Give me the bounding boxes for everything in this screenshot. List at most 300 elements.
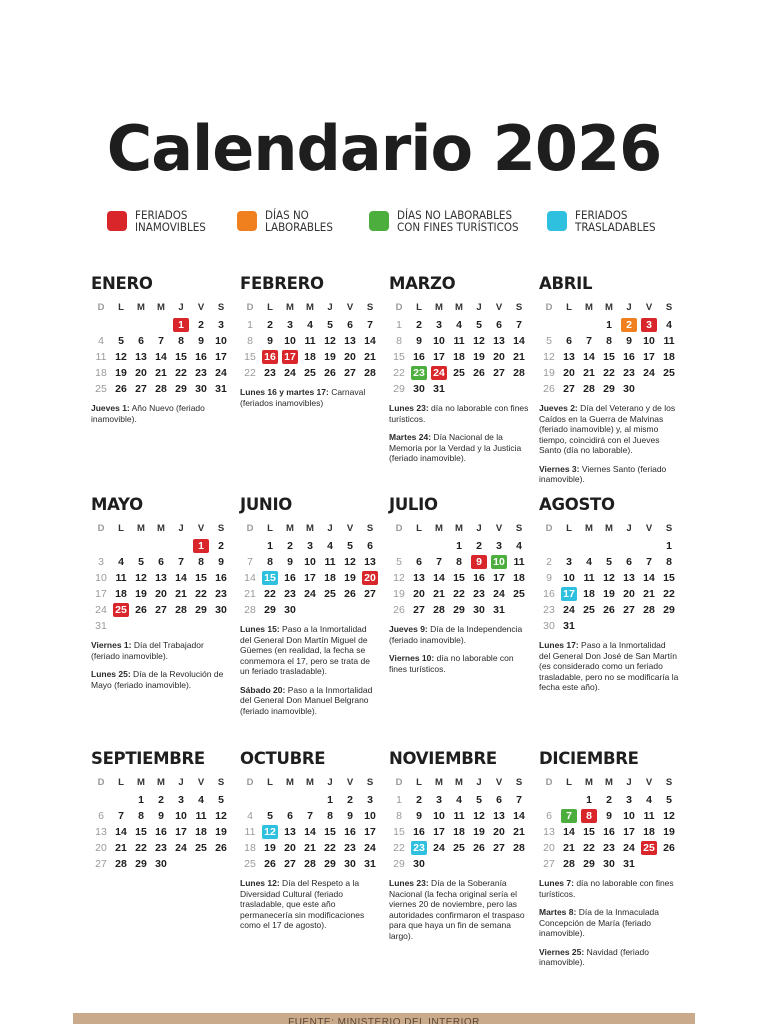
weekday-label: V — [495, 302, 503, 313]
weekday-label: V — [346, 523, 354, 534]
day-cell: 20 — [563, 367, 575, 379]
day-cell: 16 — [413, 826, 425, 838]
day-cell: 17 — [175, 826, 187, 838]
day-cell: 10 — [284, 335, 296, 347]
day-cell: 14 — [563, 826, 575, 838]
empty-cell — [240, 792, 260, 808]
day-cell: 21 — [175, 588, 187, 600]
weekday-label: J — [178, 523, 184, 534]
day-cell: 13 — [284, 826, 296, 838]
month-name: ABRIL — [539, 274, 593, 293]
day-cell: 27 — [413, 604, 425, 616]
day-cell: 1 — [247, 319, 253, 331]
day-cell: 28 — [583, 383, 595, 395]
day-cell: 10 — [175, 810, 187, 822]
holiday-note-text: Viernes Santo (feriado inamovible). — [539, 463, 667, 484]
day-cell: 19 — [215, 826, 227, 838]
empty-cell — [409, 538, 429, 554]
day-cell: 4 — [456, 319, 462, 331]
holiday-note — [539, 464, 679, 485]
weekday-header — [240, 773, 380, 792]
day-cell: 30 — [603, 858, 615, 870]
legend-label: DÍAS NO LABORABLES CON FINES TURÍSTICOS — [397, 208, 519, 234]
day-cell: 11 — [453, 810, 465, 822]
day-cell: 21 — [244, 588, 256, 600]
day-cell: 25 — [513, 588, 525, 600]
day-cell: 3 — [307, 540, 313, 552]
day-cell: 29 — [195, 604, 207, 616]
day-cell: 23 — [344, 842, 356, 854]
weekday-label: V — [645, 777, 653, 788]
day-cell: 16 — [543, 588, 555, 600]
holiday-note-date: Lunes 23: — [389, 403, 429, 413]
day-cell: 12 — [543, 351, 555, 363]
weekday-header — [240, 298, 380, 317]
month-name: AGOSTO — [539, 495, 615, 514]
weekday-label: M — [455, 523, 463, 534]
day-cell: 29 — [663, 604, 675, 616]
day-cell: 23 — [215, 588, 227, 600]
day-cell: 13 — [364, 556, 376, 568]
day-cell: 11 — [95, 351, 107, 363]
day-cell: 10 — [364, 810, 376, 822]
day-cell: 7 — [307, 810, 313, 822]
day-cell: 30 — [344, 858, 356, 870]
day-cell: 22 — [393, 842, 405, 854]
holiday-note-text: Día de la Soberanía Nacional (la fecha original sería el viernes 20 de noviembre, pero las autoridades confirmaron el traspaso para que haya un fin de semana largo). — [389, 878, 525, 941]
day-cell: 3 — [566, 556, 572, 568]
day-cell: 6 — [367, 540, 373, 552]
day-cell: 28 — [304, 858, 316, 870]
day-cell: 24 — [623, 842, 635, 854]
day-cell: 8 — [666, 556, 672, 568]
day-cell: 8 — [138, 810, 144, 822]
weekday-label: D — [246, 777, 254, 788]
weekday-label: M — [306, 523, 314, 534]
weekday-header — [389, 773, 529, 792]
day-cell: 13 — [95, 826, 107, 838]
day-cell: 2 — [267, 319, 273, 331]
day-cell: 2 — [158, 794, 164, 806]
weekday-label: S — [217, 523, 225, 534]
day-cell: 26 — [344, 588, 356, 600]
day-cell-holiday: 12 — [262, 825, 278, 839]
day-cell: 20 — [344, 351, 356, 363]
holiday-notes — [539, 403, 679, 485]
day-cell: 28 — [643, 604, 655, 616]
day-cell-holiday: 7 — [561, 809, 577, 823]
weekday-label: D — [395, 523, 403, 534]
day-cell: 25 — [304, 367, 316, 379]
weekday-label: M — [157, 302, 165, 313]
day-cell: 29 — [175, 383, 187, 395]
holiday-note-date: Lunes 25: — [91, 669, 131, 679]
day-cell: 12 — [215, 810, 227, 822]
holiday-note-text: día no laborable con fines turísticos. — [539, 878, 674, 899]
day-cell: 24 — [175, 842, 187, 854]
empty-cell — [91, 538, 111, 554]
weekday-label: V — [346, 777, 354, 788]
weekday-label: V — [197, 777, 205, 788]
holiday-note — [389, 624, 529, 645]
legend-item-turisticos — [369, 209, 537, 233]
empty-cell — [111, 792, 131, 808]
holiday-note-date: Jueves 9: — [389, 624, 428, 634]
month-name: MARZO — [389, 274, 456, 293]
day-cell: 13 — [493, 810, 505, 822]
month-name: ENERO — [91, 274, 153, 293]
day-cell: 2 — [347, 794, 353, 806]
day-cell: 18 — [453, 351, 465, 363]
day-cell: 14 — [304, 826, 316, 838]
day-cell: 9 — [198, 335, 204, 347]
weekday-label: M — [435, 777, 443, 788]
day-cell: 27 — [135, 383, 147, 395]
day-cell: 12 — [344, 556, 356, 568]
day-cell: 29 — [264, 604, 276, 616]
weekday-label: M — [157, 523, 165, 534]
weekday-label: S — [366, 777, 374, 788]
weekday-label: M — [605, 523, 613, 534]
day-cell: 19 — [603, 588, 615, 600]
day-cell: 11 — [195, 810, 207, 822]
holiday-note-text: día no laborable con fines turísticos. — [389, 653, 514, 674]
day-cell-holiday: 20 — [362, 571, 378, 585]
day-cell: 20 — [413, 588, 425, 600]
weekday-label: M — [435, 302, 443, 313]
day-cell: 28 — [175, 604, 187, 616]
day-cell: 26 — [663, 842, 675, 854]
day-cell: 3 — [496, 540, 502, 552]
month-name: MAYO — [91, 495, 143, 514]
day-cell: 20 — [493, 351, 505, 363]
weekday-label: D — [545, 523, 553, 534]
day-cell: 1 — [586, 794, 592, 806]
day-cell-holiday: 9 — [471, 555, 487, 569]
day-cell: 31 — [215, 383, 227, 395]
weekday-label: S — [366, 523, 374, 534]
day-cell: 23 — [195, 367, 207, 379]
holiday-note-text: Paso a la Inmortalidad del General Don Manuel Belgrano (feriado inamovible). — [240, 684, 373, 716]
month-agosto — [539, 495, 679, 701]
days-grid — [240, 538, 380, 618]
day-cell: 3 — [287, 319, 293, 331]
day-cell: 21 — [513, 826, 525, 838]
weekday-label: M — [286, 302, 294, 313]
weekday-header — [539, 773, 679, 792]
weekday-label: D — [246, 523, 254, 534]
day-cell: 13 — [623, 572, 635, 584]
day-cell: 14 — [115, 826, 127, 838]
weekday-label: S — [515, 777, 523, 788]
day-cell: 23 — [155, 842, 167, 854]
day-cell: 19 — [663, 826, 675, 838]
day-cell: 9 — [546, 572, 552, 584]
day-cell: 4 — [98, 335, 104, 347]
days-grid — [91, 317, 231, 397]
day-cell: 1 — [606, 319, 612, 331]
day-cell: 4 — [456, 794, 462, 806]
day-cell: 25 — [195, 842, 207, 854]
empty-cell — [559, 538, 579, 554]
day-cell: 20 — [543, 842, 555, 854]
day-cell-holiday: 25 — [113, 603, 129, 617]
day-cell: 14 — [175, 572, 187, 584]
day-cell: 11 — [663, 335, 675, 347]
day-cell: 28 — [433, 604, 445, 616]
day-cell-holiday: 17 — [561, 587, 577, 601]
day-cell: 29 — [393, 858, 405, 870]
weekday-header — [91, 298, 231, 317]
day-cell: 1 — [456, 540, 462, 552]
days-grid — [389, 538, 529, 618]
day-cell: 29 — [135, 858, 147, 870]
day-cell-holiday: 3 — [641, 318, 657, 332]
day-cell: 12 — [324, 335, 336, 347]
holiday-note-text: Carnaval (feriados inamovibles) — [240, 387, 366, 408]
weekday-label: J — [626, 302, 632, 313]
weekday-label: J — [626, 777, 632, 788]
month-name: FEBRERO — [240, 274, 324, 293]
day-cell: 15 — [663, 572, 675, 584]
month-marzo — [389, 274, 529, 472]
day-cell: 13 — [344, 335, 356, 347]
day-cell-holiday: 16 — [262, 350, 278, 364]
day-cell: 26 — [135, 604, 147, 616]
day-cell: 14 — [364, 335, 376, 347]
holiday-note-date: Lunes 7: — [539, 878, 574, 888]
weekday-label: D — [97, 302, 105, 313]
weekday-label: S — [366, 302, 374, 313]
empty-cell — [429, 538, 449, 554]
weekday-label: M — [286, 777, 294, 788]
day-cell: 13 — [543, 826, 555, 838]
day-cell: 5 — [327, 319, 333, 331]
weekday-header — [91, 519, 231, 538]
day-cell: 18 — [115, 588, 127, 600]
empty-cell — [171, 538, 191, 554]
day-cell: 8 — [456, 556, 462, 568]
day-cell: 21 — [433, 588, 445, 600]
weekday-label: M — [455, 777, 463, 788]
weekday-label: D — [246, 302, 254, 313]
day-cell: 5 — [138, 556, 144, 568]
days-grid — [539, 538, 679, 634]
day-cell: 19 — [344, 572, 356, 584]
day-cell: 30 — [413, 858, 425, 870]
holiday-note-date: Viernes 10: — [389, 653, 435, 663]
day-cell-holiday: 1 — [173, 318, 189, 332]
days-grid — [91, 792, 231, 872]
holiday-note — [389, 432, 529, 464]
weekday-label: D — [395, 302, 403, 313]
weekday-label: M — [585, 302, 593, 313]
day-cell: 23 — [284, 588, 296, 600]
holiday-notes — [539, 878, 679, 968]
footer-bar — [73, 1013, 695, 1024]
day-cell: 27 — [623, 604, 635, 616]
day-cell-holiday: 15 — [262, 571, 278, 585]
weekday-label: M — [286, 523, 294, 534]
day-cell: 26 — [215, 842, 227, 854]
month-name: JUNIO — [240, 495, 293, 514]
empty-cell — [389, 538, 409, 554]
weekday-label: L — [416, 302, 422, 313]
holiday-note-text: Día de la Inmaculada Concepción de María (feriado inamovible). — [539, 907, 660, 938]
day-cell: 13 — [493, 335, 505, 347]
day-cell: 8 — [267, 556, 273, 568]
day-cell-holiday: 23 — [411, 841, 427, 855]
day-cell: 28 — [513, 367, 525, 379]
day-cell: 23 — [473, 588, 485, 600]
weekday-label: L — [416, 777, 422, 788]
month-enero — [91, 274, 231, 432]
empty-cell — [151, 538, 171, 554]
day-cell: 29 — [393, 383, 405, 395]
day-cell: 2 — [198, 319, 204, 331]
day-cell: 26 — [473, 842, 485, 854]
day-cell: 5 — [347, 540, 353, 552]
day-cell: 6 — [416, 556, 422, 568]
holiday-notes — [240, 878, 380, 931]
day-cell: 30 — [543, 620, 555, 632]
holiday-note — [389, 878, 529, 941]
day-cell: 27 — [493, 367, 505, 379]
day-cell: 31 — [623, 858, 635, 870]
day-cell: 8 — [247, 335, 253, 347]
legend-label: DÍAS NO LABORABLES — [265, 208, 333, 234]
weekday-label: M — [137, 523, 145, 534]
day-cell: 8 — [396, 335, 402, 347]
day-cell: 20 — [623, 588, 635, 600]
weekday-label: L — [118, 302, 124, 313]
day-cell: 4 — [646, 794, 652, 806]
empty-cell — [559, 792, 579, 808]
day-cell: 13 — [155, 572, 167, 584]
day-cell: 30 — [413, 383, 425, 395]
day-cell: 29 — [583, 858, 595, 870]
holiday-note-date: Viernes 25: — [539, 946, 585, 957]
day-cell: 5 — [118, 335, 124, 347]
day-cell: 22 — [175, 367, 187, 379]
day-cell: 21 — [304, 842, 316, 854]
day-cell: 9 — [416, 810, 422, 822]
holiday-note — [91, 669, 231, 690]
weekday-label: D — [545, 302, 553, 313]
empty-cell — [539, 538, 559, 554]
day-cell: 10 — [215, 335, 227, 347]
day-cell: 7 — [158, 335, 164, 347]
holiday-note-text: Día del Veterano y de los Caídos en la Guerra de Malvinas (feriado inamovible) y, al mismo tiempo, coincidirá con el Jueves Santo (día no laborable). — [539, 403, 676, 455]
day-cell: 15 — [603, 351, 615, 363]
legend-item-no-laborables — [237, 209, 350, 233]
day-cell: 31 — [95, 620, 107, 632]
day-cell: 6 — [158, 556, 164, 568]
month-name: JULIO — [389, 495, 438, 514]
weekday-header — [240, 519, 380, 538]
day-cell: 16 — [623, 351, 635, 363]
day-cell: 1 — [138, 794, 144, 806]
weekday-label: S — [515, 523, 523, 534]
holiday-note-date: Martes 24: — [389, 432, 432, 442]
day-cell: 18 — [453, 826, 465, 838]
weekday-label: M — [435, 523, 443, 534]
day-cell: 17 — [304, 572, 316, 584]
day-cell: 27 — [344, 367, 356, 379]
day-cell: 3 — [436, 319, 442, 331]
weekday-label: V — [645, 523, 653, 534]
weekday-label: L — [267, 523, 273, 534]
weekday-label: J — [626, 523, 632, 534]
day-cell: 26 — [473, 367, 485, 379]
day-cell: 25 — [244, 858, 256, 870]
day-cell: 29 — [603, 383, 615, 395]
day-cell: 14 — [643, 572, 655, 584]
day-cell: 27 — [155, 604, 167, 616]
month-abril — [539, 274, 679, 493]
day-cell: 2 — [546, 556, 552, 568]
day-cell: 7 — [436, 556, 442, 568]
day-cell: 17 — [364, 826, 376, 838]
day-cell: 7 — [118, 810, 124, 822]
day-cell: 3 — [436, 794, 442, 806]
day-cell: 16 — [603, 826, 615, 838]
legend-label: FERIADOS TRASLADABLES — [575, 208, 656, 234]
day-cell: 1 — [267, 540, 273, 552]
weekday-label: V — [346, 302, 354, 313]
day-cell: 15 — [453, 572, 465, 584]
month-septiembre — [91, 749, 231, 872]
day-cell: 17 — [215, 351, 227, 363]
day-cell: 22 — [195, 588, 207, 600]
day-cell: 1 — [666, 540, 672, 552]
weekday-label: M — [137, 302, 145, 313]
day-cell: 22 — [453, 588, 465, 600]
day-cell: 14 — [513, 335, 525, 347]
holiday-note-text: día no laborable con fines turísticos. — [389, 403, 529, 424]
holiday-note-text: Paso a la Inmortalidad del General Don José de San Martín (es considerado como un feriado trasladable, pero no se modificaría la fecha este año). — [539, 640, 679, 692]
empty-cell — [91, 317, 111, 333]
day-cell: 6 — [347, 319, 353, 331]
weekday-label: D — [97, 523, 105, 534]
empty-cell — [559, 317, 579, 333]
day-cell: 10 — [433, 335, 445, 347]
day-cell: 17 — [433, 351, 445, 363]
day-cell-holiday: 23 — [411, 366, 427, 380]
day-cell: 30 — [195, 383, 207, 395]
holiday-notes — [91, 403, 231, 424]
day-cell: 2 — [606, 794, 612, 806]
day-cell: 19 — [115, 367, 127, 379]
day-cell: 10 — [95, 572, 107, 584]
legend-swatch-inamovibles — [107, 211, 127, 231]
holiday-note — [539, 947, 679, 968]
empty-cell — [91, 792, 111, 808]
day-cell: 6 — [98, 810, 104, 822]
empty-cell — [111, 538, 131, 554]
day-cell: 11 — [453, 335, 465, 347]
weekday-label: J — [476, 523, 482, 534]
empty-cell — [131, 317, 151, 333]
holiday-note-date: Sábado 20: — [240, 684, 286, 695]
empty-cell — [579, 317, 599, 333]
holiday-notes — [389, 403, 529, 464]
weekday-label: J — [476, 302, 482, 313]
holiday-note-date: Jueves 2: — [539, 403, 578, 413]
day-cell-holiday: 25 — [641, 841, 657, 855]
day-cell: 11 — [643, 810, 655, 822]
day-cell: 7 — [646, 556, 652, 568]
